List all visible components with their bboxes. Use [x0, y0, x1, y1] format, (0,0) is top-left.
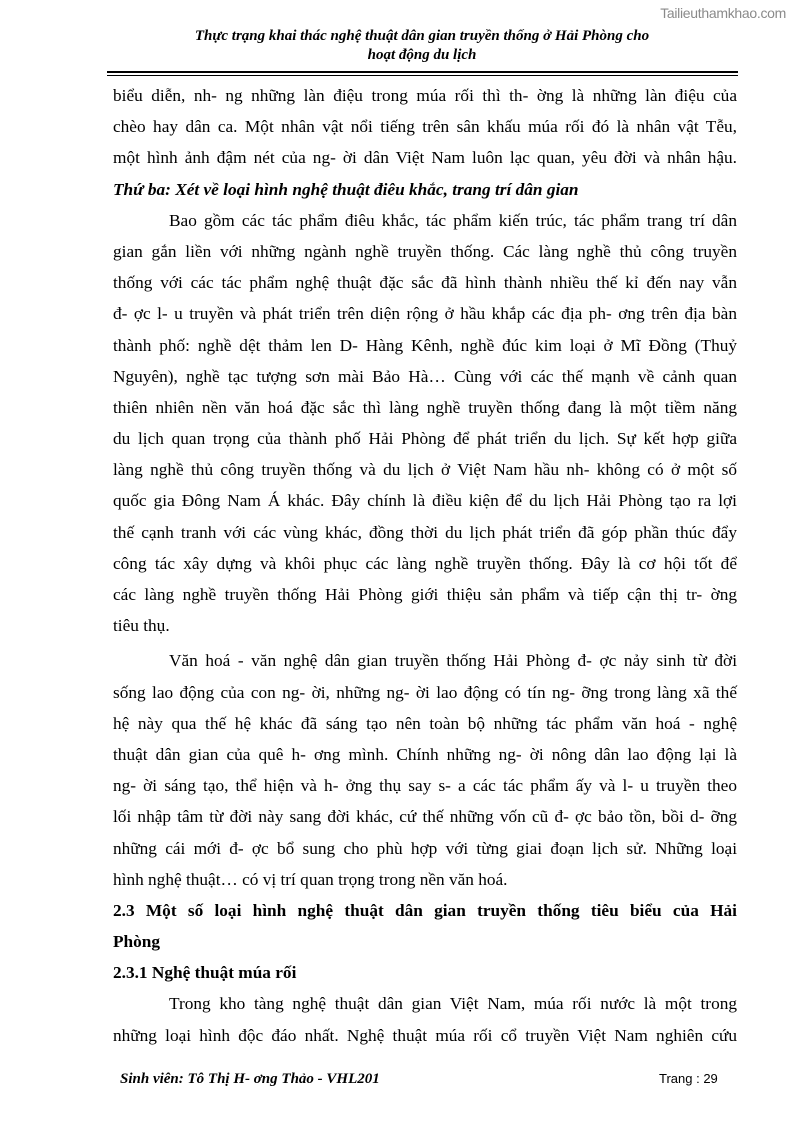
paragraph-line: lối nhập tâm từ đời này sang đời khác, cứ thế những vốn cũ đ- ợc bảo tồn, bồi d- ỡng: [113, 807, 737, 827]
header-title-line-2: hoạt động du lịch: [367, 47, 477, 63]
watermark-text: Tailieuthamkhao.com: [660, 5, 786, 21]
paragraph-line: thế cạnh tranh với các vùng khác, đồng thời du lịch phát triển đã góp phần thúc đẩy: [113, 522, 737, 542]
paragraph-line: Văn hoá - văn nghệ dân gian truyền thống Hải Phòng đ- ợc nảy sinh từ đời: [169, 651, 737, 671]
footer-page-number: Trang : 29: [659, 1071, 718, 1086]
section-heading-line: Thứ ba: Xét về loại hình nghệ thuật điêu khắc, trang trí dân gian: [113, 179, 579, 199]
paragraph-line: đ- ợc l- u truyền và phát triển trên diện rộng ở hầu khắp các địa ph- ơng trên địa bàn: [113, 304, 737, 324]
paragraph-line: những loại hình độc đáo nhất. Nghệ thuật múa rối cổ truyền Việt Nam nghiên cứu: [113, 1025, 737, 1045]
paragraph-line: làng nghề thủ công truyền thống và du lịch ở Việt Nam hầu nh- không có ở một số: [113, 460, 737, 480]
section-heading-line: 2.3.1 Nghệ thuật múa rối: [113, 963, 297, 983]
running-header: [107, 27, 737, 65]
footer-student-name: Sinh viên: Tô Thị H- ơng Thảo - VHL201: [120, 1071, 380, 1087]
paragraph-line: gian gắn liền với những ngành nghề truyền thống. Các làng nghề thủ công truyền: [113, 241, 737, 261]
paragraph-line: biểu diễn, nh- ng những làn điệu trong múa rối thì th- ờng là những làn điệu của: [113, 86, 737, 105]
paragraph-line: một hình ảnh đậm nét của ng- ời dân Việt Nam luôn lạc quan, yêu đời và nhân hậu.: [113, 148, 737, 168]
paragraph-line: các làng nghề truyền thống Hải Phòng giới thiệu sản phẩm và tiếp cận thị tr- ờng: [113, 585, 737, 604]
paragraph-line: ng- ời sáng tạo, thể hiện và h- ởng thụ say s- a các tác phẩm ấy và l- u truyền theo: [113, 776, 737, 796]
paragraph-line: sống lao động của con ng- ời, những ng- ời lao động có tín ng- ỡng trong làng xã thế: [113, 682, 737, 702]
paragraph-line: Nguyên), nghề tạc tượng sơn mài Bảo Hà… Cùng với các thế mạnh về cảnh quan: [113, 366, 737, 386]
paragraph-line: công tác xây dựng và khôi phục các làng nghề truyền thống. Đây là cơ hội tốt để: [113, 553, 737, 573]
paragraph-line: tiêu thụ.: [113, 616, 170, 636]
paragraph-line: quốc gia Đông Nam Á khác. Đây chính là điều kiện để du lịch Hải Phòng tạo ra lợi: [113, 491, 737, 511]
paragraph-line: thống với các tác phẩm nghệ thuật đặc sắc đã hình thành nhiều thế kỉ đến nay vẫn: [113, 273, 737, 293]
paragraph-line: những cái mới đ- ợc bổ sung cho phù hợp với từng giai đoạn lịch sử. Những loại: [113, 838, 737, 858]
header-title-line-1: Thực trạng khai thác nghệ thuật dân gian truyền thống ở Hải Phòng cho: [194, 28, 650, 44]
section-heading-line: Phòng: [113, 932, 161, 952]
paragraph-line: thành phố: nghề dệt thảm len D- Hàng Kênh, nghề đúc kim loại ở Mĩ Đồng (Thuỷ: [113, 335, 737, 355]
paragraph-line: du lịch quan trọng của thành phố Hải Phòng để phát triển du lịch. Sự kết hợp giữa: [113, 429, 737, 449]
section-heading-line: 2.3 Một số loại hình nghệ thuật dân gian truyền thống tiêu biểu của Hải: [113, 900, 737, 920]
paragraph-line: chèo hay dân ca. Một nhân vật nổi tiếng trên sân khấu múa rối đó là nhân vật Tễu,: [113, 117, 737, 137]
paragraph-line: hệ này qua thế hệ khác đã sáng tạo nên toàn bộ những tác phẩm văn hoá - nghệ: [113, 713, 737, 733]
paragraph-line: Trong kho tàng nghệ thuật dân gian Việt Nam, múa rối nước là một trong: [169, 994, 737, 1014]
document-body: [113, 80, 737, 1051]
paragraph-line: thiên nhiên nền văn hoá đặc sắc thì làng nghề truyền thống đang là một tiềm năng: [113, 397, 737, 417]
paragraph-line: hình nghệ thuật… có vị trí quan trọng trong nền văn hoá.: [113, 869, 508, 889]
paragraph-line: thuật dân gian của quê h- ơng mình. Chính những ng- ời nông dân lao động lại là: [113, 744, 737, 764]
paragraph-line: Bao gồm các tác phẩm điêu khắc, tác phẩm kiến trúc, tác phẩm trang trí dân: [169, 210, 737, 230]
header-double-rule: [107, 71, 738, 76]
